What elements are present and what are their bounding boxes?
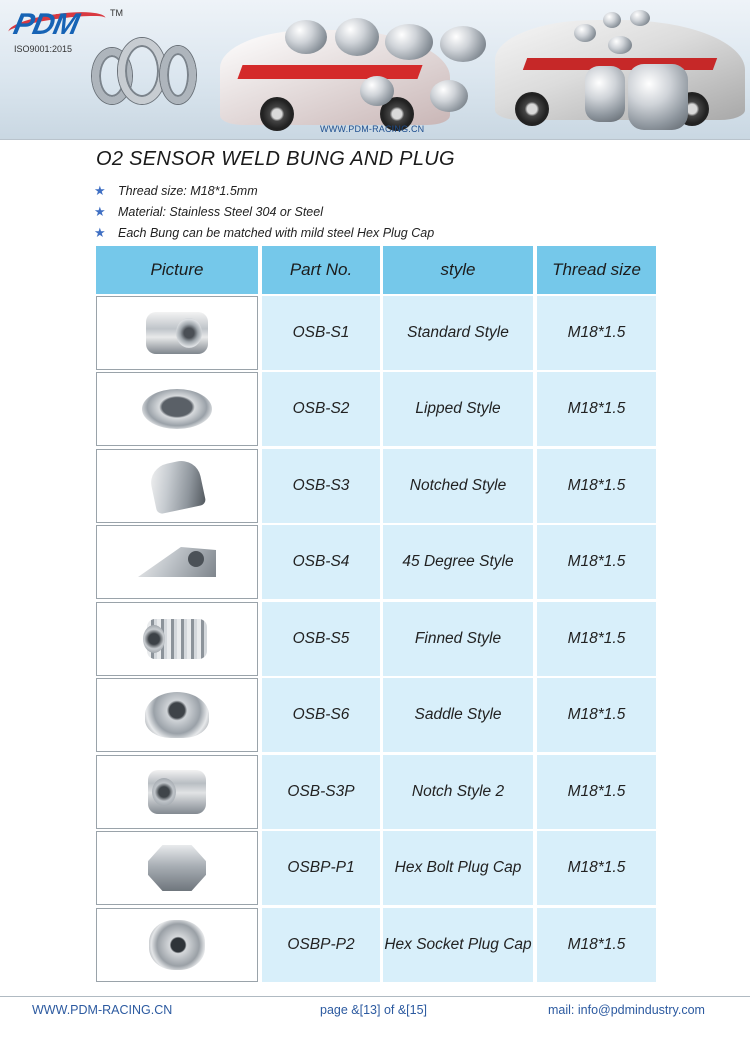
thread-size: M18*1.5 — [537, 678, 656, 752]
thread-size: M18*1.5 — [537, 755, 656, 829]
saddle-clamp-icon — [430, 80, 468, 112]
weld-bung-small-icon — [603, 12, 621, 28]
page-title: O2 SENSOR WELD BUNG AND PLUG — [96, 148, 455, 170]
lap-joint-clamp-icon — [335, 18, 379, 56]
footer-email-link[interactable]: mail: info@pdmindustry.com — [548, 1003, 705, 1017]
banner-divider — [0, 139, 750, 140]
part-number: OSB-S1 — [262, 296, 380, 370]
part-number: OSB-S6 — [262, 678, 380, 752]
v-band-flange-icon — [118, 38, 166, 104]
band-clamp-icon — [385, 24, 433, 60]
part-number: OSB-S3 — [262, 449, 380, 523]
header-style: style — [383, 246, 533, 294]
part-style: Saddle Style — [383, 678, 533, 752]
part-style: Notched Style — [383, 449, 533, 523]
weld-bung-small-icon — [574, 24, 596, 42]
header-banner — [0, 0, 750, 140]
part-image-cell — [96, 449, 258, 523]
spec-item — [94, 180, 434, 201]
footer-website-link[interactable]: WWW.PDM-RACING.CN — [32, 1003, 173, 1017]
table-row — [96, 372, 656, 446]
table-row — [96, 831, 656, 905]
spec-item-text: Material: Stainless Steel 304 or Steel — [118, 204, 323, 219]
part-image-cell — [96, 602, 258, 676]
page-number: page &[13] of &[15] — [320, 1003, 428, 1017]
part-style: Hex Bolt Plug Cap — [383, 831, 533, 905]
lipped-bung-image — [142, 389, 212, 429]
pdm-logo — [6, 4, 123, 54]
logo-text: PDM — [10, 8, 82, 41]
spec-item — [94, 222, 434, 243]
header-thread-size: Thread size — [537, 246, 656, 294]
flex-pipe-icon — [585, 66, 625, 122]
banner-website-url[interactable]: WWW.PDM-RACING.CN — [320, 124, 425, 134]
part-image-cell — [96, 372, 258, 446]
table-row — [96, 449, 656, 523]
header-part-no: Part No. — [262, 246, 380, 294]
thread-size: M18*1.5 — [537, 602, 656, 676]
part-number: OSB-S5 — [262, 602, 380, 676]
saddle-bung-image — [145, 692, 209, 738]
part-number: OSB-S3P — [262, 755, 380, 829]
part-style: Lipped Style — [383, 372, 533, 446]
thread-size: M18*1.5 — [537, 449, 656, 523]
footer-divider — [0, 996, 750, 997]
pipe-clamp-icon — [440, 26, 486, 62]
trademark-mark: TM — [110, 8, 123, 18]
part-image-cell — [96, 525, 258, 599]
table-row — [96, 525, 656, 599]
iso-certification: ISO9001:2015 — [14, 44, 73, 54]
part-image-cell — [96, 831, 258, 905]
thread-size: M18*1.5 — [537, 296, 656, 370]
notch-style-2-bung-image — [148, 770, 206, 814]
table-row — [96, 602, 656, 676]
notched-bung-image — [148, 457, 207, 514]
part-image-cell — [96, 296, 258, 370]
part-number: OSB-S2 — [262, 372, 380, 446]
thread-size: M18*1.5 — [537, 831, 656, 905]
part-style: 45 Degree Style — [383, 525, 533, 599]
table-row — [96, 296, 656, 370]
hex-bolt-plug-image — [148, 845, 206, 891]
part-style: Hex Socket Plug Cap — [383, 908, 533, 982]
part-image-cell — [96, 678, 258, 752]
thread-size: M18*1.5 — [537, 525, 656, 599]
weld-bung-small-icon — [630, 10, 650, 26]
star-bullet-icon: ★ — [94, 224, 106, 240]
exhaust-clamp-icon — [285, 20, 327, 54]
45-degree-bung-image — [138, 547, 216, 577]
standard-bung-image — [146, 312, 208, 354]
header-picture: Picture — [96, 246, 258, 294]
spec-item — [94, 201, 434, 222]
part-style: Finned Style — [383, 602, 533, 676]
part-image-cell — [96, 755, 258, 829]
part-number: OSBP-P1 — [262, 831, 380, 905]
table-header-row — [96, 246, 656, 294]
spec-list — [94, 180, 434, 243]
star-bullet-icon: ★ — [94, 182, 106, 198]
hex-socket-plug-image — [149, 920, 205, 970]
part-style: Notch Style 2 — [383, 755, 533, 829]
v-band-ring-icon — [160, 46, 196, 104]
table-row — [96, 755, 656, 829]
spec-item-text: Thread size: M18*1.5mm — [118, 183, 258, 198]
weld-bung-small-icon — [608, 36, 632, 54]
star-bullet-icon: ★ — [94, 203, 106, 219]
part-image-cell — [96, 908, 258, 982]
part-number: OSBP-P2 — [262, 908, 380, 982]
table-row — [96, 678, 656, 752]
part-number: OSB-S4 — [262, 525, 380, 599]
flex-pipe-large-icon — [628, 64, 688, 130]
u-bolt-hanger-icon — [360, 76, 394, 106]
table-row — [96, 908, 656, 982]
thread-size: M18*1.5 — [537, 372, 656, 446]
part-style: Standard Style — [383, 296, 533, 370]
spec-item-text: Each Bung can be matched with mild steel Hex Plug Cap — [118, 225, 435, 240]
finned-bung-image — [147, 619, 207, 659]
thread-size: M18*1.5 — [537, 908, 656, 982]
